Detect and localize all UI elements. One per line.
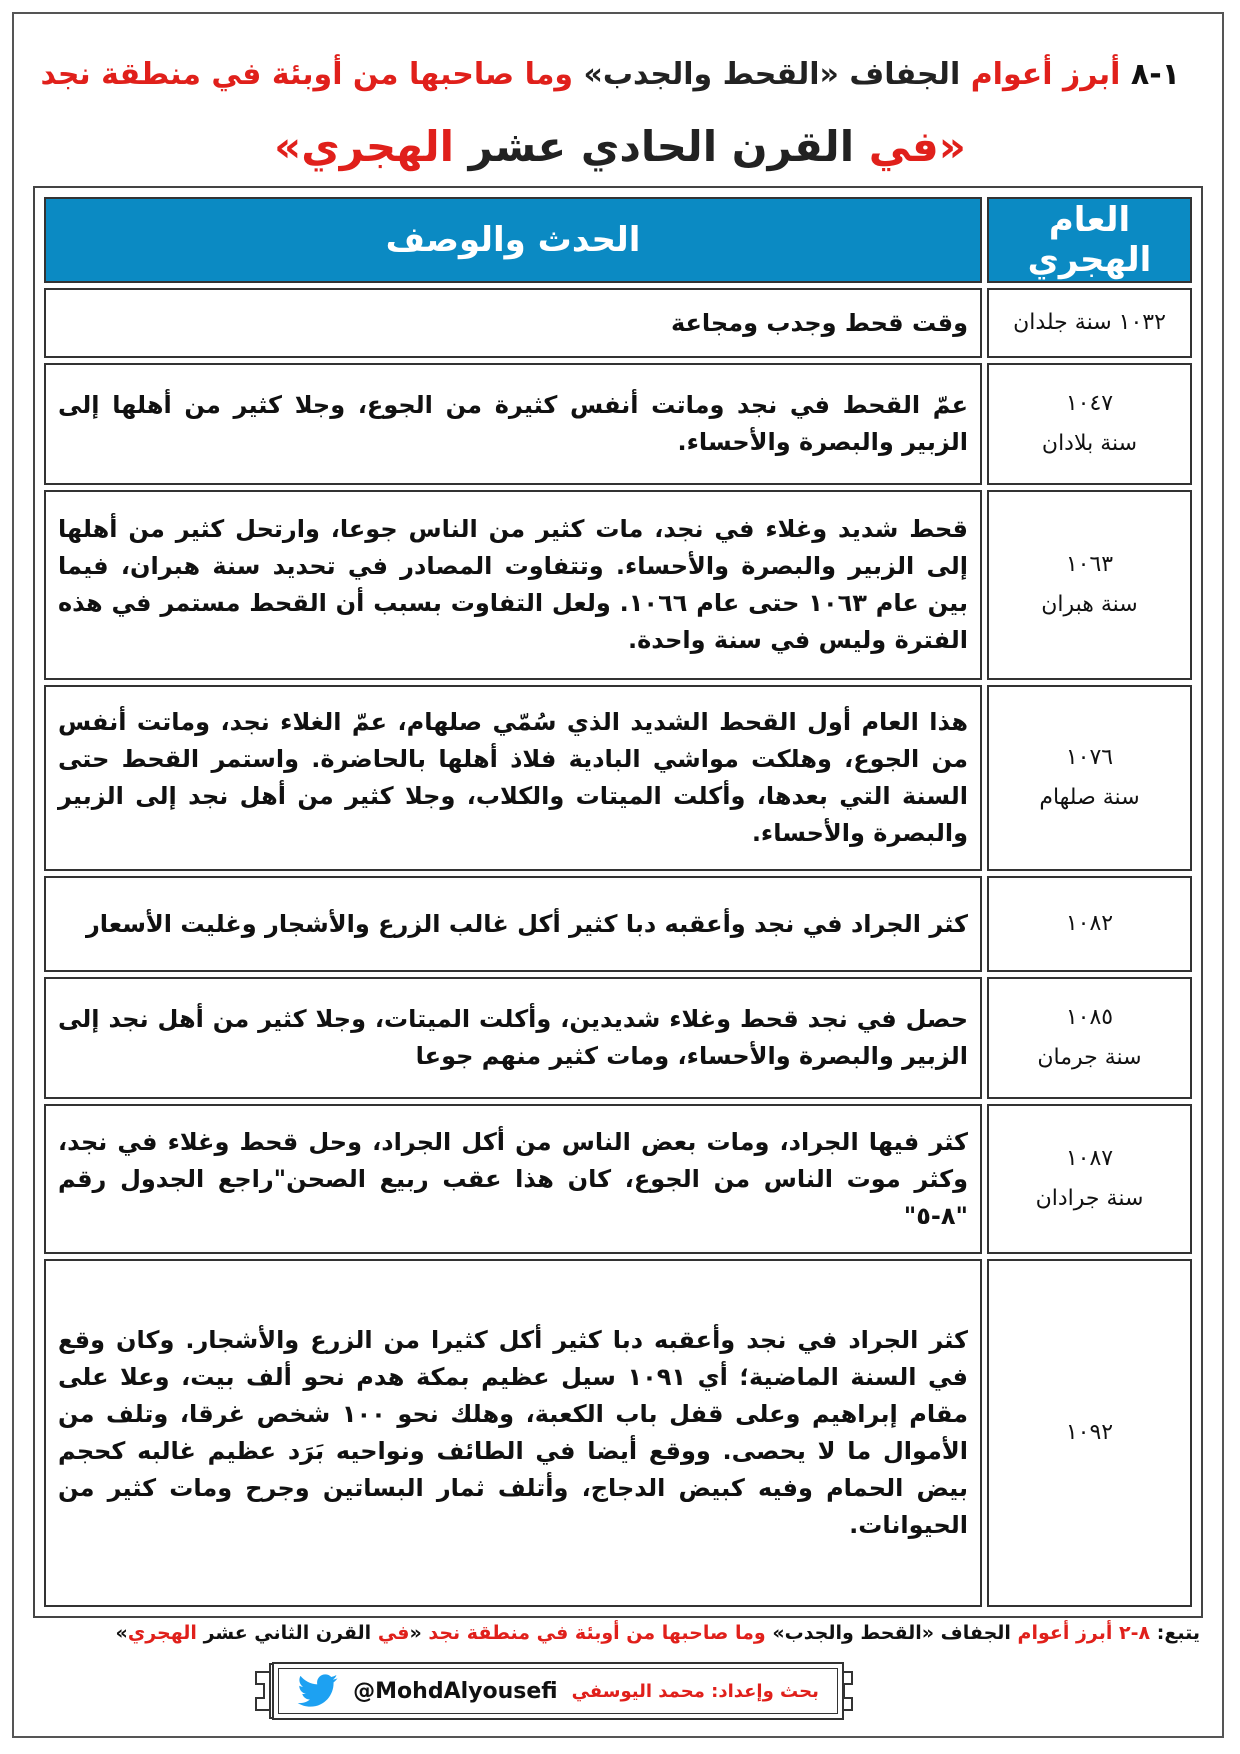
row-year: ١٠٨٥ [1065, 1005, 1114, 1030]
follow-red-4: الهجري [127, 1622, 197, 1644]
row-year-name: سنة بلادان [1041, 431, 1138, 456]
follow-dark-1: الجفاف «القحط والجدب» [772, 1622, 1011, 1644]
row-year-cell [987, 876, 1192, 972]
title-line-2 [60, 116, 1180, 178]
follow-note [40, 1622, 1200, 1644]
follow-number: ٨-٢ [1119, 1622, 1151, 1644]
title-red-2: وما صاحبها من أوبئة في منطقة نجد [40, 57, 574, 92]
title-line-1 [40, 52, 1180, 98]
title2-red-1: في [868, 122, 939, 171]
title-number: ١-٨ [1130, 57, 1180, 92]
row-desc: هذا العام أول القحط الشديد الذي سُمّي صلهام، عمّ الغلاء نجد، وماتت أنفس من الجوع، وهلكت مواشي البادية فلاذ أهلها بالحاضرة. واستمر القحط حتى السنة التي بعدها، وأكلت الميتات والكلاب، وجلا كثير من أهل نجد إلى الزبير والبصرة والأحساء. [44, 685, 982, 871]
row-year-name: سنة صلهام [1039, 785, 1140, 810]
title2-quote-close: » [274, 122, 302, 171]
table-row [44, 490, 1192, 680]
credit-box [272, 1662, 844, 1720]
row-year-cell [987, 685, 1192, 871]
events-table [39, 192, 1197, 1612]
row-year-cell [987, 288, 1192, 358]
header-year: العام الهجري [987, 197, 1192, 283]
row-year-name: سنة جرادان [1035, 1186, 1144, 1211]
follow-dark-2: « [409, 1622, 422, 1644]
title2-red-2: الهجري [301, 122, 455, 171]
credit-text: بحث وإعداد: محمد اليوسفي [571, 1680, 819, 1702]
title2-quote-open: « [938, 122, 966, 171]
row-desc: حصل في نجد قحط وغلاء شديدين، وأكلت الميتات، وجلا كثير من أهل نجد إلى الزبير والبصرة والأحساء، ومات كثير منهم جوعا [44, 977, 982, 1099]
row-year: ١٠٦٣ [1065, 552, 1114, 577]
row-year: ١٠٨٢ [1065, 911, 1114, 936]
table-row [44, 876, 1192, 972]
row-desc: كثر الجراد في نجد وأعقبه دبا كثير أكل كثيرا من الزرع والأشجار. وكان وقع في السنة الماضية؛ أي ١٠٩١ سيل عظيم بمكة هدم نحو ألف بيت، وعلا على مقام إبراهيم وعلى قفل باب الكعبة، وهلك نحو ١٠٠ شخص غرقا، وتلف من الأموال ما لا يحصى. ووقع أيضا في الطائف ونواحيه بَرَد عظيم غالبه كحجم بيض الحمام وفيه كبيض الدجاج، وأتلف ثمار البساتين وجرح ومات كثير من الحيوانات. [44, 1259, 982, 1607]
row-year: ١٠٩٢ [1065, 1420, 1114, 1445]
follow-label: يتبع: [1156, 1622, 1200, 1644]
table-header-row [44, 197, 1192, 283]
table-row [44, 685, 1192, 871]
row-year-cell [987, 1259, 1192, 1607]
follow-dark-3: القرن الثاني عشر [203, 1622, 372, 1644]
row-year: ١٠٤٧ [1065, 391, 1114, 416]
row-year: ١٠٧٦ [1065, 745, 1114, 770]
table-row [44, 1259, 1192, 1607]
row-desc: قحط شديد وغلاء في نجد، مات كثير من الناس جوعا، وارتحل كثير من أهلها إلى الزبير والبصرة والأحساء. وتتفاوت المصادر في تحديد سنة هبران، فيما بين عام ١٠٦٣ حتى عام ١٠٦٦. ولعل التفاوت بسبب أن القحط مستمر في هذه الفترة وليس في سنة واحدة. [44, 490, 982, 680]
row-desc: عمّ القحط في نجد وماتت أنفس كثيرة من الجوع، وجلا كثير من أهلها إلى الزبير والبصرة والأحساء. [44, 363, 982, 485]
title2-dark: القرن الحادي عشر [468, 122, 855, 171]
row-year-cell [987, 1104, 1192, 1254]
row-year-name: سنة هبران [1041, 592, 1138, 617]
table-row [44, 363, 1192, 485]
table-row [44, 977, 1192, 1099]
follow-red-3: في [377, 1622, 410, 1644]
table-row [44, 1104, 1192, 1254]
follow-dark-4: » [115, 1622, 128, 1644]
row-desc: كثر فيها الجراد، ومات بعض الناس من أكل الجراد، وحل قحط وغلاء في نجد، وكثر موت الناس من الجوع، كان هذا عقب ربيع الصحن"راجع الجدول رقم "٨-٥" [44, 1104, 982, 1254]
row-year-name: سنة جرمان [1037, 1045, 1142, 1070]
table-row [44, 288, 1192, 358]
twitter-bird-icon [297, 1674, 339, 1708]
row-year-cell [987, 490, 1192, 680]
twitter-handle[interactable]: @MohdAlyousefi [353, 1678, 558, 1704]
events-table-wrapper [33, 186, 1203, 1618]
row-year: ١٠٨٧ [1065, 1146, 1114, 1171]
title-red-1: أبرز أعوام [970, 57, 1121, 92]
row-desc: وقت قحط وجدب ومجاعة [44, 288, 982, 358]
header-event: الحدث والوصف [44, 197, 982, 283]
title-dark-1: الجفاف «القحط والجدب» [583, 57, 961, 92]
row-year-cell [987, 363, 1192, 485]
row-year: ١٠٣٢ سنة جلدان [1013, 310, 1166, 335]
row-year-cell [987, 977, 1192, 1099]
row-desc: كثر الجراد في نجد وأعقبه دبا كثير أكل غالب الزرع والأشجار وغليت الأسعار [44, 876, 982, 972]
follow-red-2: وما صاحبها من أوبئة في منطقة نجد [428, 1622, 766, 1644]
follow-red-1: أبرز أعوام [1017, 1622, 1113, 1644]
